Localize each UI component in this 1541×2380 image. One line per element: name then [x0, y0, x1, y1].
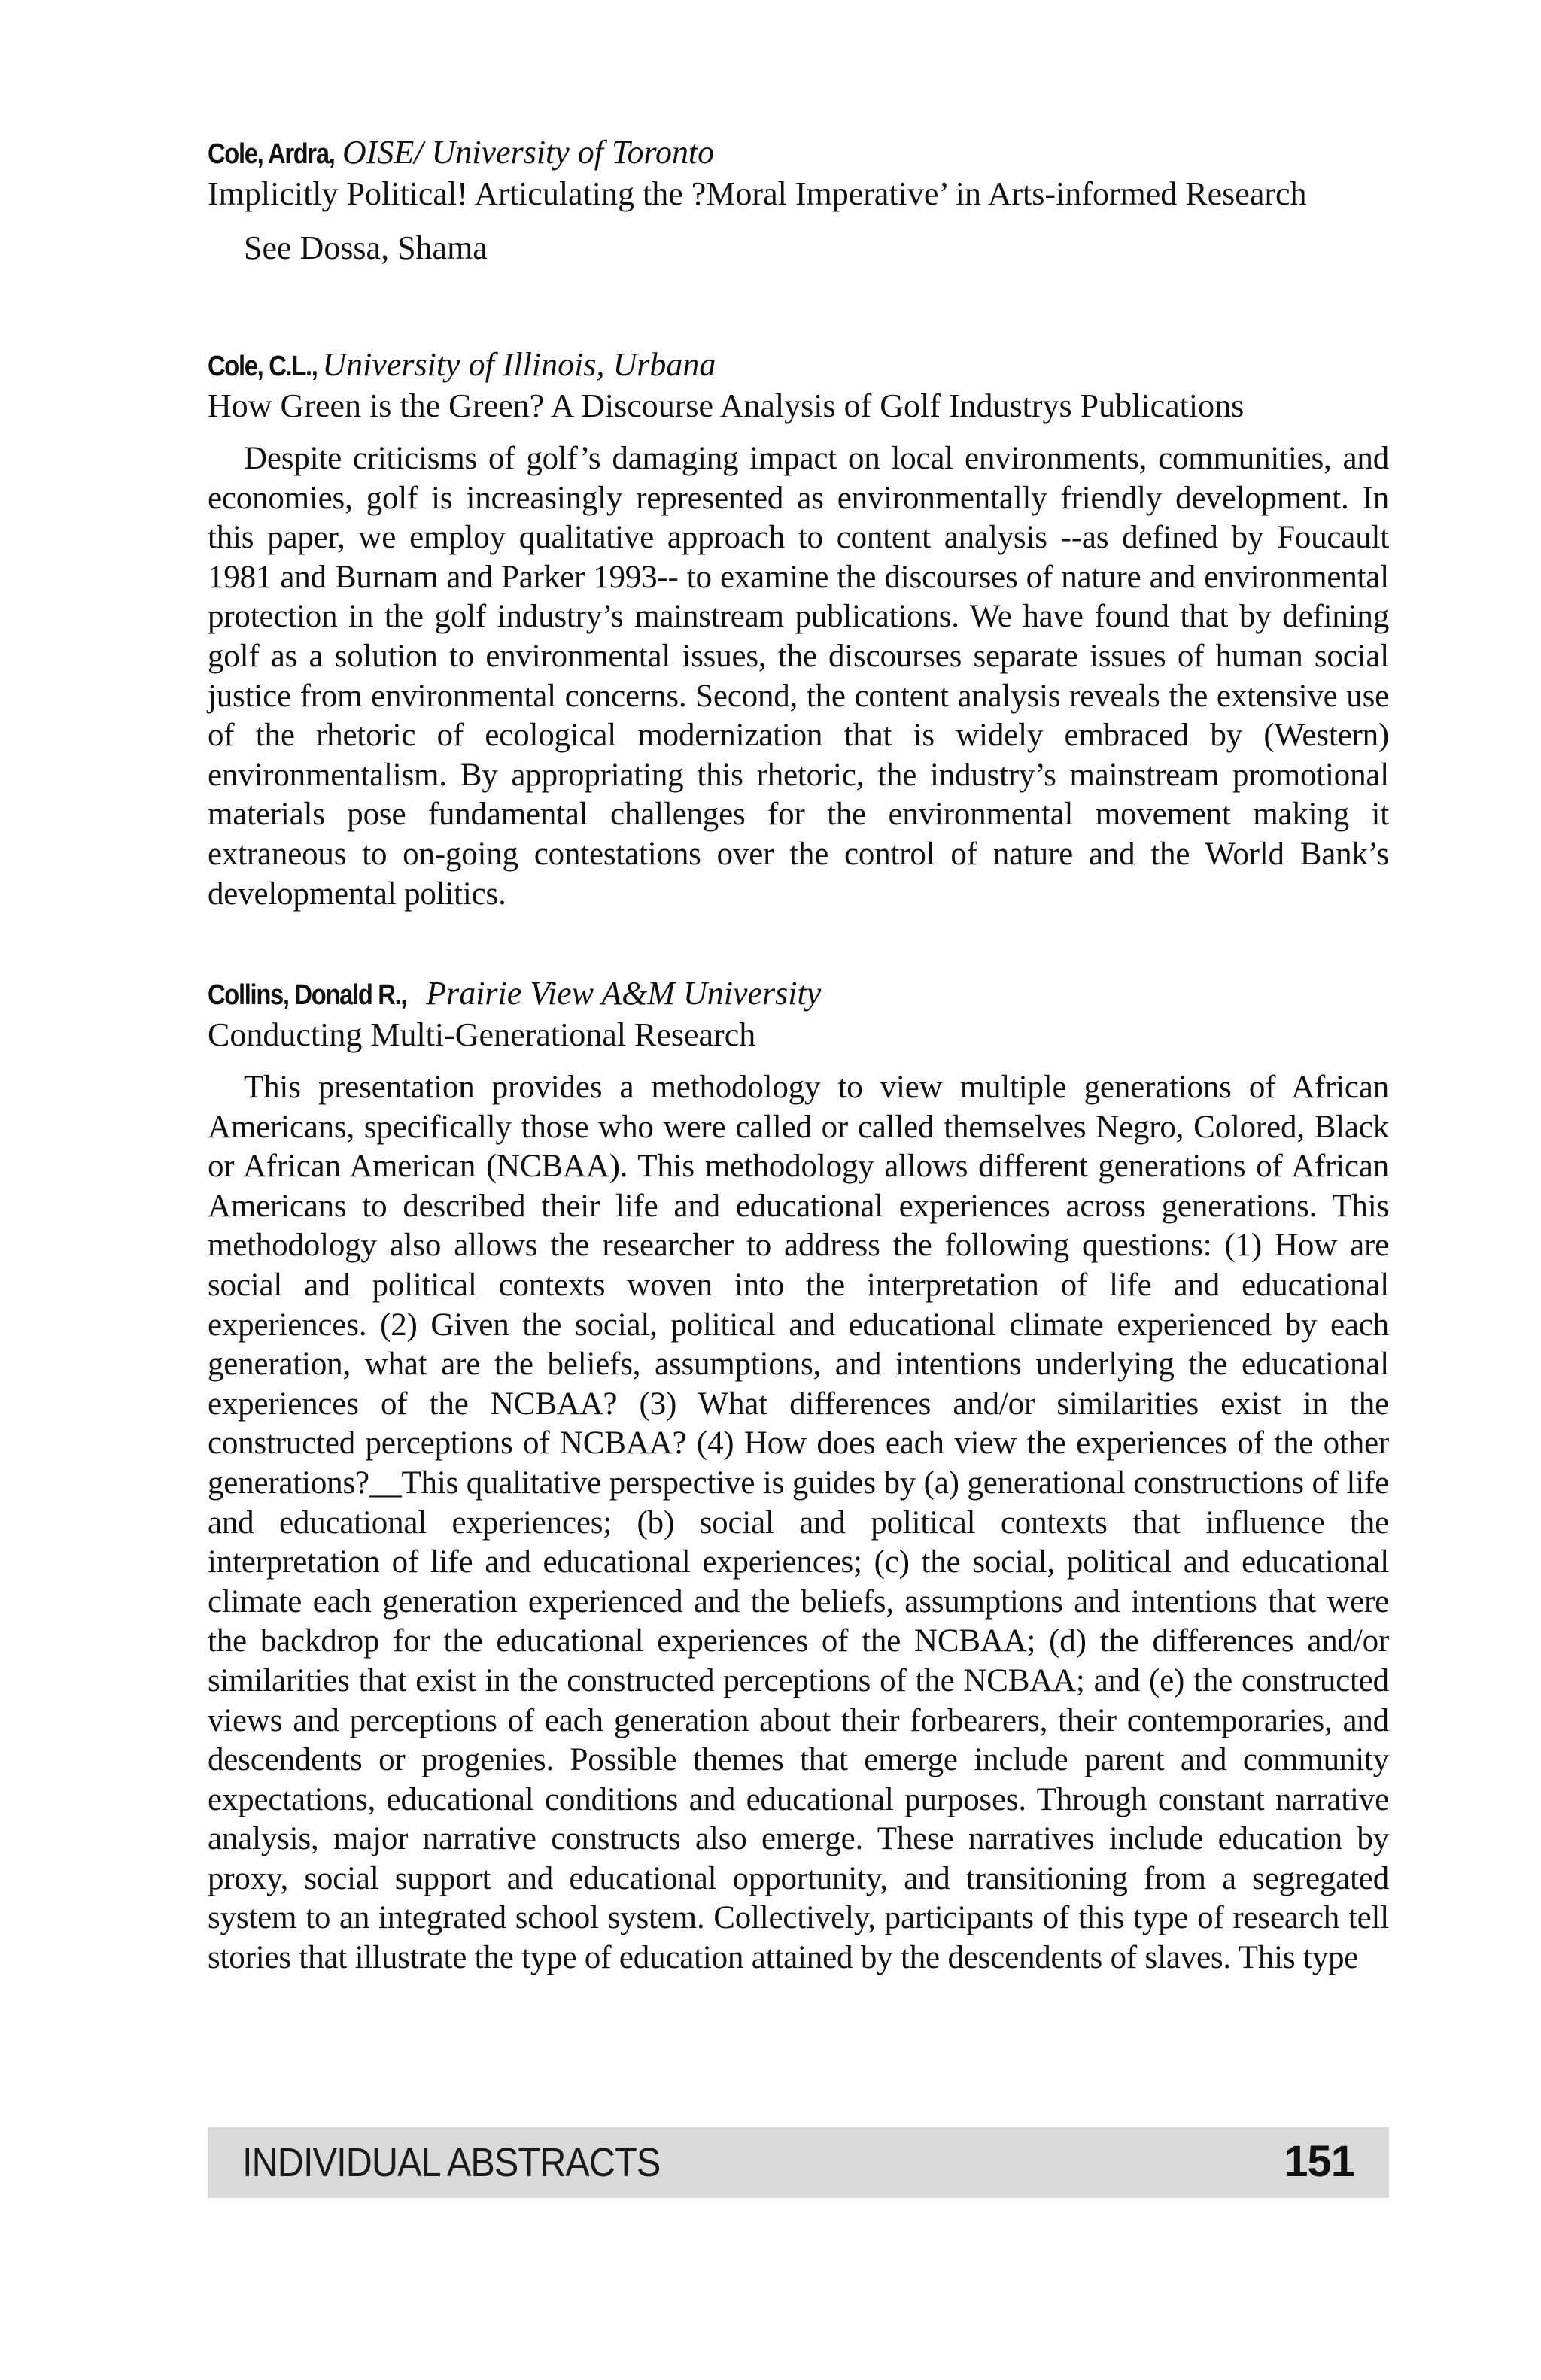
page-number: 151 [1284, 2137, 1354, 2186]
abstract-title: Implicitly Political! Articulating the ?Moral Imperative’ in Arts-informed Research [208, 175, 1307, 212]
abstract-entry [208, 973, 1389, 1978]
author-affiliation: Prairie View A&M University [426, 975, 822, 1012]
author-affiliation: University of Illinois, Urbana [322, 346, 716, 383]
abstract-title: Conducting Multi-Generational Research [208, 1016, 756, 1053]
abstract-body: This presentation provides a methodology to view multiple generations of African Americans, specifically those who were called or called themselves Negro, Colored, Black or African American (NCBAA). This methodology allows different generations of African Americans to described their life and educational experiences across generations. This methodology also allows the researcher to address the following questions: (1) How are social and political contexts woven into the interpretation of life and educational experiences. (2) Given the social, political and educational climate experienced by each generation, what are the beliefs, assumptions, and intentions underlying the educational experiences of the NCBAA? (3) What differences and/or similarities exist in the constructed perceptions of NCBAA? (4) How does each view the experiences of the other generations?__This qualitative perspective is guides by (a) generational constructions of life and educational experiences; (b) social and political contexts that influence the interpretation of life and educational experiences; (c) the social, political and educational climate each generation experienced and the beliefs, assumptions and intentions that were the backdrop for the educational experiences of the NCBAA; (d) the differences and/or similarities that exist in the constructed perceptions of the NCBAA; and (e) the constructed views and perceptions of each generation about their forbearers, their contemporaries, and descendents or progenies. Possible themes that emerge include parent and community expectations, educational conditions and educational purposes. Through constant narrative analysis, major narrative constructs also emerge. These narratives include education by proxy, social support and educational opportunity, and transitioning from a segregated system to an integrated school system. Collectively, participants of this type of research tell stories that illustrate the type of education attained by the descendents of slaves. This type [208, 1070, 1389, 1976]
author-name: Collins, Donald R., [208, 979, 407, 1011]
section-title: INDIVIDUAL ABSTRACTS [242, 2140, 661, 2185]
see-also-reference: See Dossa, Shama [244, 229, 488, 266]
author-name: Cole, C.L., [208, 351, 318, 382]
abstract-entry [208, 132, 1389, 268]
abstract-body: Despite criticisms of golf’s damaging impact on local environments, communities, and economies, golf is increasingly represented as environmentally friendly development. In this paper, we employ qualitative approach to content analysis --as defined by Foucault 1981 and Burnam and Parker 1993-- to examine the discourses of nature and environmental protection in the golf industry’s mainstream publications. We have found that by defining golf as a solution to environmental issues, the discourses separate issues of human social justice from environmental concerns. Second, the content analysis reveals the extensive use of the rhetoric of ecological modernization that is widely embraced by (Western) environmentalism. By appropriating this rhetoric, the industry’s mainstream promotional materials pose fundamental challenges for the environmental movement making it extraneous to on-going contestations over the control of nature and the World Bank’s developmental politics. [208, 441, 1389, 912]
abstract-entry [208, 345, 1389, 914]
entry-heading [208, 973, 1389, 1015]
entry-heading [208, 345, 1389, 387]
page-footer [208, 2127, 1389, 2198]
abstract-title: How Green is the Green? A Discourse Analysis of Golf Industrys Publications [208, 387, 1245, 424]
author-affiliation: OISE/ University of Toronto [342, 134, 715, 171]
entry-heading [208, 132, 1389, 175]
author-name: Cole, Ardra, [208, 138, 335, 170]
